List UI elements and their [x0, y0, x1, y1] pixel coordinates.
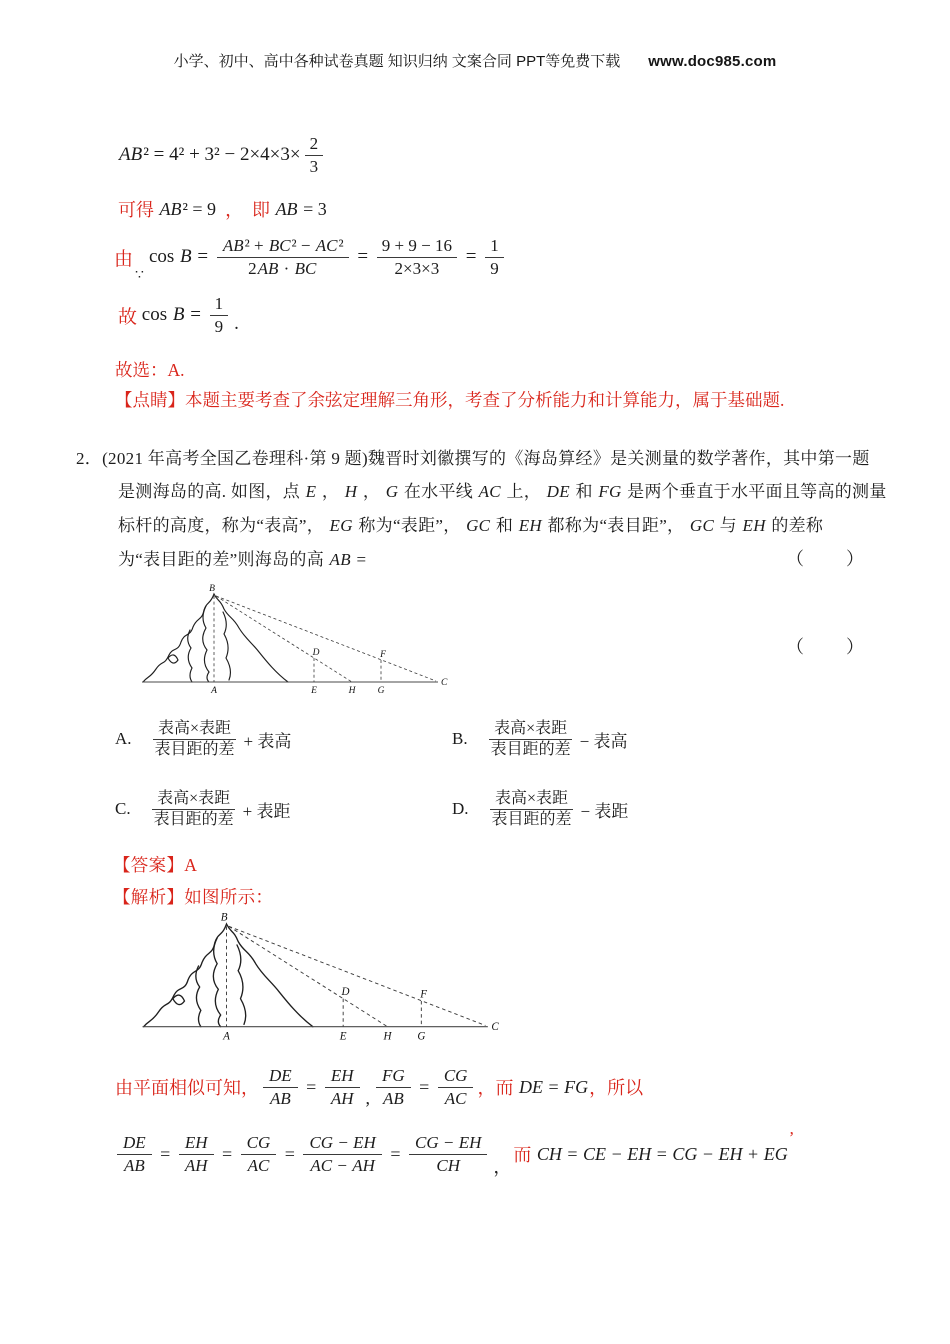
mountain-contour-2: [196, 966, 201, 1027]
diagram-label-E: E: [339, 1030, 347, 1043]
sight-line-BC: [216, 596, 436, 681]
diagram-label-F: F: [380, 650, 386, 660]
answer-line: 【答案】A: [113, 855, 198, 875]
formula-cosB-expansion: 由 ∵ cos B = $\frac{\text{AB² + BC² − AC²}}{2AB \cdot BC}$ = $\frac{9 + 9 - 16}{2\times 3\times 3}$ = $\frac{1}{9}$: [114, 228, 508, 286]
diagram-label-E: E: [311, 686, 317, 696]
mountain-outline: [144, 924, 313, 1027]
option-c: C. $\frac{\text{表高×表距}}{\text{表目距的差}}$ + 表距: [115, 789, 291, 828]
mountain-contour-4: [168, 655, 178, 663]
answer-choice-line: 故选：A.: [115, 359, 185, 380]
formula-ab-squared: AB ² = 4² + 3² − 2×4×3× $\frac{2}{3}$: [118, 130, 327, 180]
diagram-label-G: G: [417, 1030, 426, 1043]
mountain-contour-4: [173, 995, 185, 1004]
diagram-label-C: C: [441, 678, 448, 688]
mountain-contour-3: [223, 612, 230, 680]
problem2-line-3: 标杆的高度，称为“表高”， EG 称为“表距”， GC 和 EH 都称为“表目距”， GC 与 EH 的差称: [118, 516, 824, 535]
mountain-contour-3: [237, 945, 246, 1024]
diagram-label-D: D: [341, 986, 350, 999]
diagram-label-H: H: [348, 686, 356, 696]
mountain-outline: [143, 594, 288, 682]
diagram-label-F: F: [420, 988, 428, 1001]
sight-line-BH: [216, 596, 352, 682]
island-diagram-2: [140, 910, 502, 1043]
diagram-label-B: B: [209, 584, 215, 594]
diagram-label-H: H: [383, 1030, 392, 1043]
solution2-line-2: $\frac{DE}{AB}$ = $\frac{EH}{AH}$ = $\frac{CG}{AC}$ = $\frac{CG - EH}{AC - AH}$ = $\frac{CG - EH}{CH}$ ， 而 CH = CE − EH = CG − EH + EG ’: [113, 1124, 794, 1184]
diagram-label-D: D: [312, 648, 320, 658]
diagram-label-A: A: [223, 1030, 230, 1043]
formula-cosB-value: 故 cos B = $\frac{1}{9}$ .: [118, 294, 239, 336]
diagram-label-G: G: [377, 686, 385, 696]
answer-bracket-2: （ ）: [786, 637, 866, 657]
problem2-line-4: 为“表目距的差”则海岛的高 AB =: [118, 550, 367, 569]
solution2-line-1: 由平面相似可知， $\frac{DE}{AB}$ = $\frac{EH}{AH}$ , $\frac{FG}{AB}$ = $\frac{CG}{AC}$ ，而 DE = FG ，所以: [115, 1066, 644, 1108]
option-b: B. $\frac{\text{表高×表距}}{\text{表目距的差}}$ − 表高: [452, 719, 628, 758]
diagram-label-C: C: [491, 1021, 499, 1034]
problem2-line-1: 2．(2021 年高考全国乙卷理科·第 9 题)魏晋时刘徽撰写的《海岛算经》是关测量的数学著作，其中第一题: [76, 449, 870, 468]
header-text: 小学、初中、高中各种试卷真题 知识归纳 文案合同 PPT等免费下载: [173, 53, 621, 70]
answer-bracket-1: （ ）: [786, 549, 866, 569]
mountain-contour-1: [213, 938, 220, 1027]
sight-line-BH: [229, 926, 388, 1026]
diagram-label-A: A: [211, 686, 217, 696]
formula-ab-result: 可得 AB ² = 9 ， 即 AB = 3: [118, 198, 327, 220]
site-header: [0, 50, 950, 71]
option-d: D. $\frac{\text{表高×表距}}{\text{表目距的差}}$ − 表距: [452, 789, 629, 828]
analysis-line: 【解析】如图所示：: [113, 887, 274, 907]
remark-line: 【点睛】本题主要考查了余弦定理解三角形，考查了分析能力和计算能力，属于基础题.: [115, 389, 785, 410]
problem2-line-2: 是测海岛的高. 如图，点 E ， H ， G 在水平线 AC 上， DE 和 FG 是两个垂直于水平面且等高的测量: [118, 482, 887, 501]
site-url: www.doc985.com: [648, 53, 777, 70]
mountain-contour-2: [188, 630, 192, 682]
mountain-contour-1: [203, 606, 209, 682]
sight-line-BC: [229, 926, 486, 1025]
island-diagram-1: [140, 582, 450, 696]
option-a: A. $\frac{\text{表高×表距}}{\text{表目距的差}}$ + 表高: [115, 719, 292, 758]
diagram-label-B: B: [220, 911, 228, 924]
